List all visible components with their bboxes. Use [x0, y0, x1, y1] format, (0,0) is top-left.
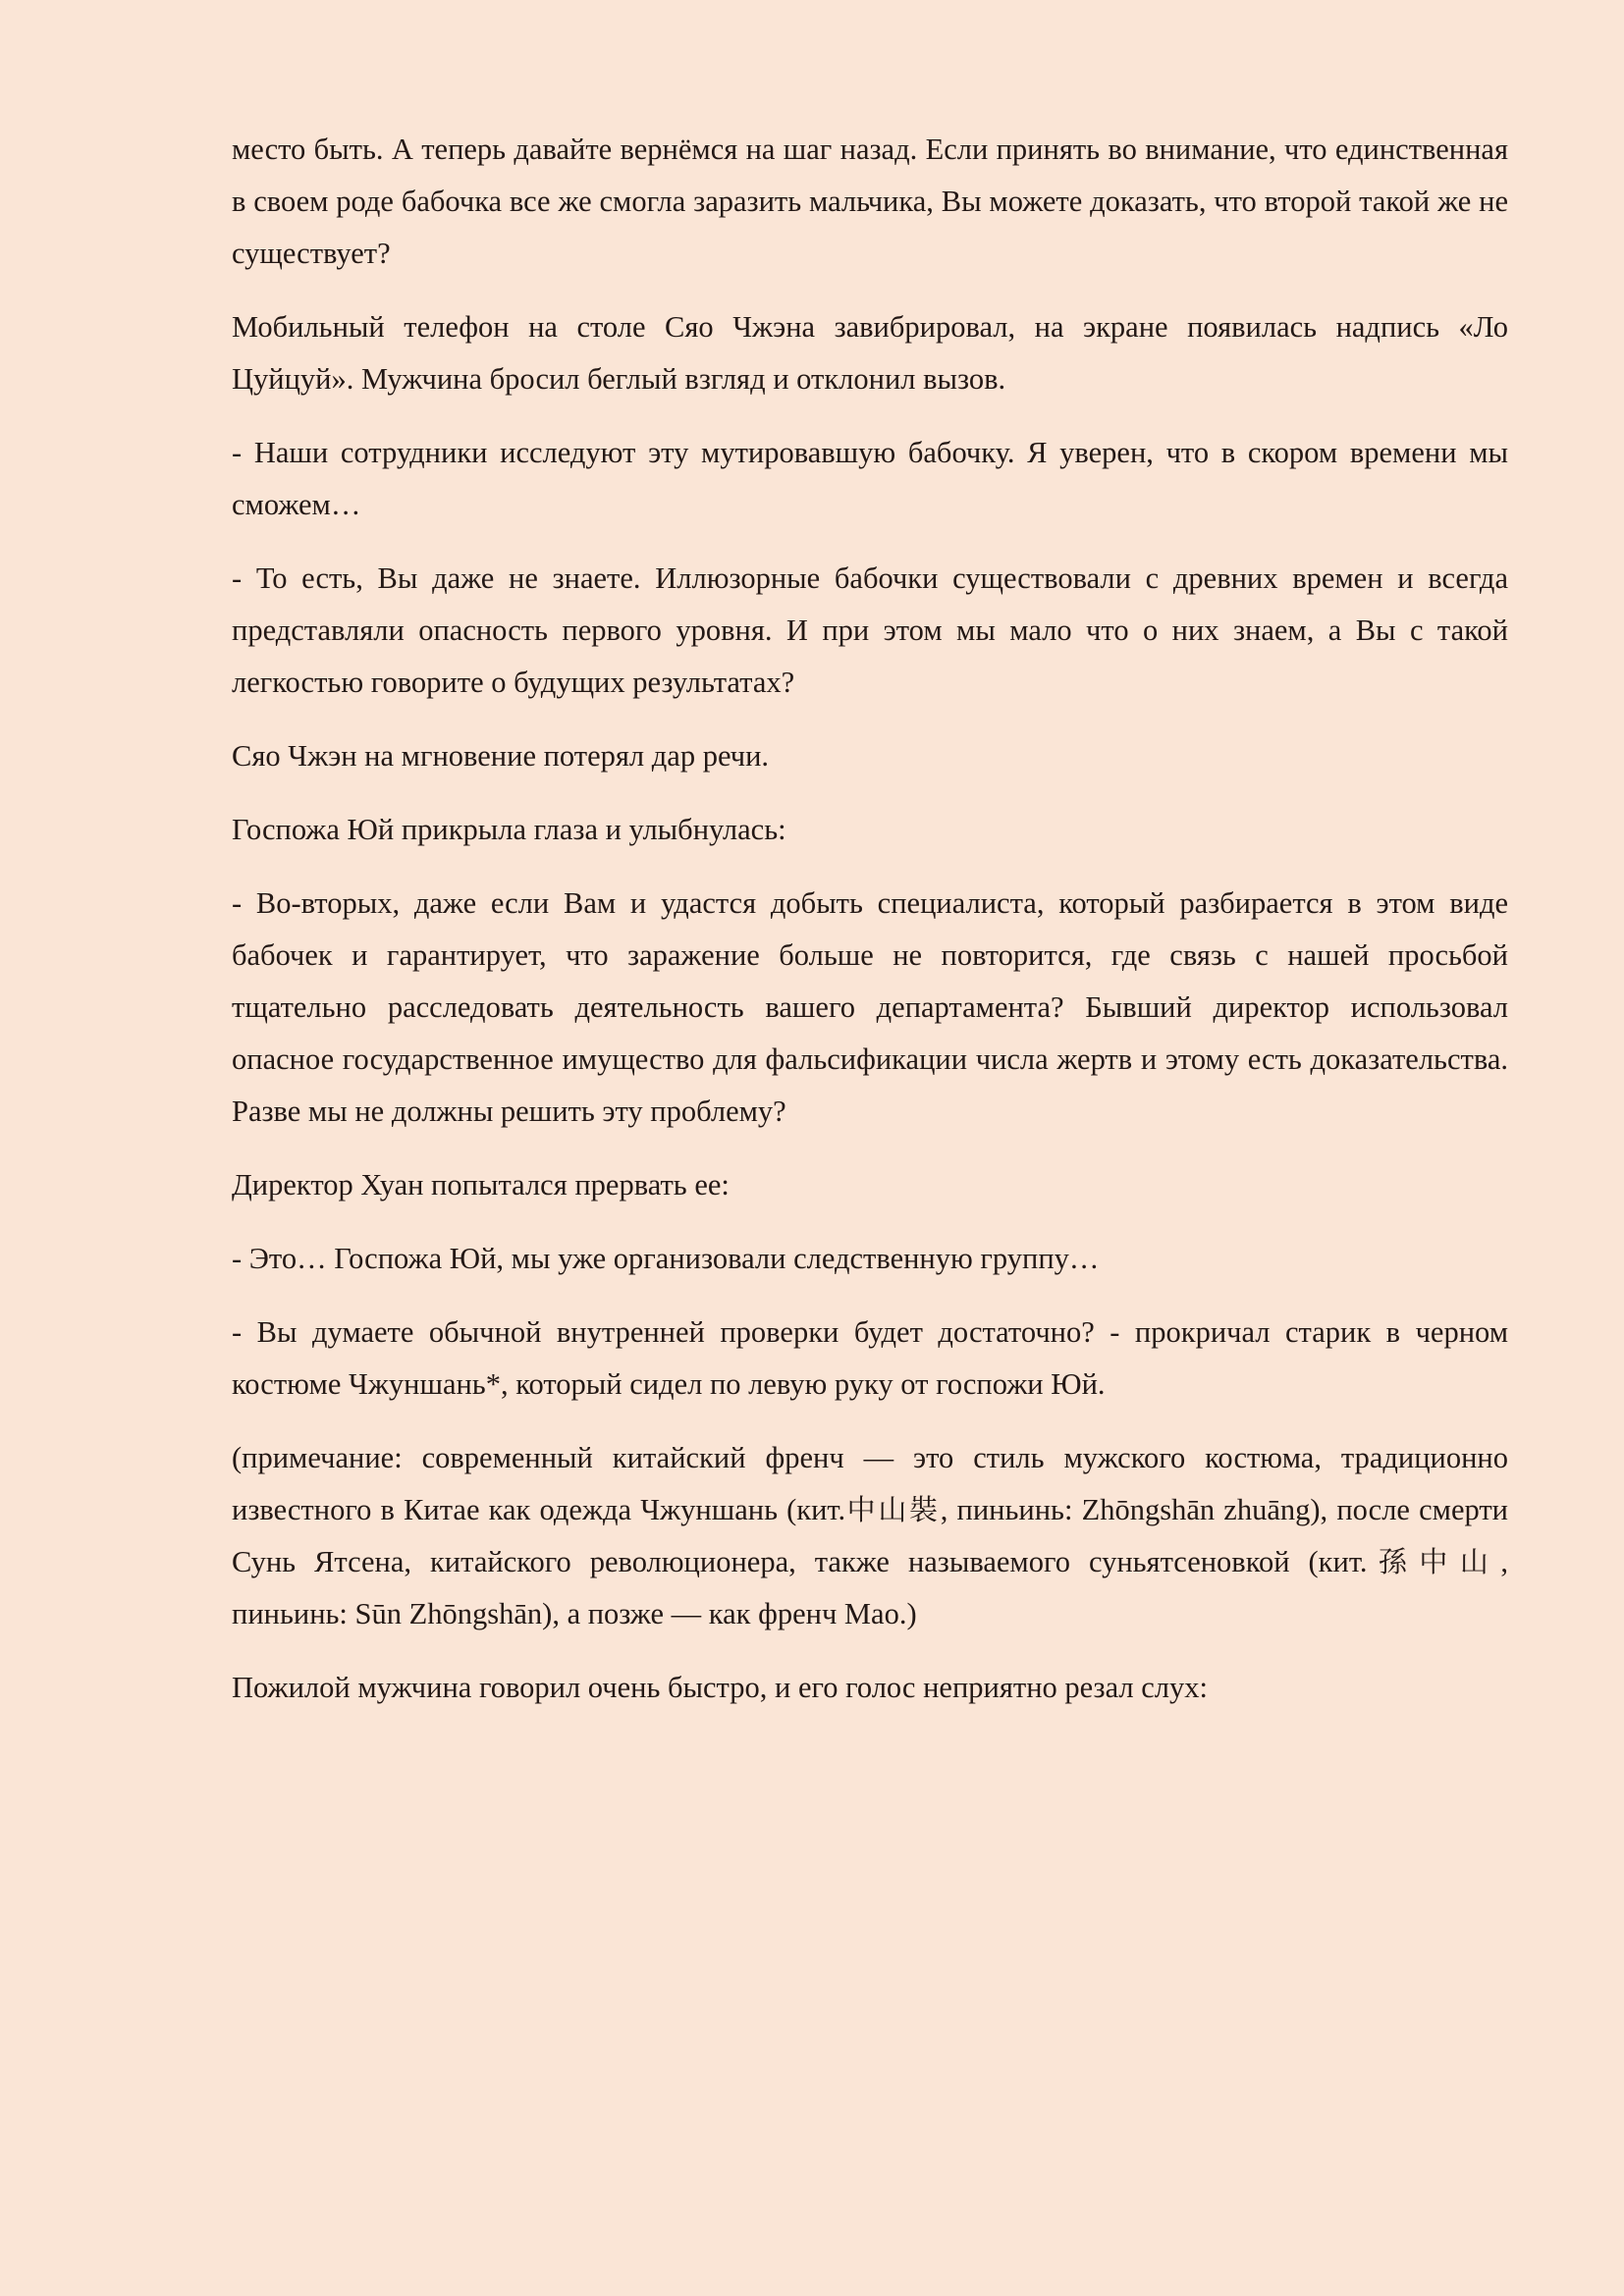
paragraph-3-dialogue: - Наши сотрудники исследуют эту мутировавшую бабочку. Я уверен, что в скором времени мы сможем…: [232, 436, 1508, 521]
paragraph-1: место быть. А теперь давайте вернёмся на шаг назад. Если принять во внимание, что единственная в своем роде бабочка все же смогла заразить мальчика, Вы можете доказать, что второй такой же не существует?: [232, 133, 1508, 270]
paragraph-4-dialogue: - То есть, Вы даже не знаете. Иллюзорные бабочки существовали с древних времен и всегда представляли опасность первого уровня. И при этом мы мало что о них знаем, а Вы с такой легкостью говорите о будущих результатах?: [232, 561, 1508, 699]
paragraph-7-dialogue: - Во-вторых, даже если Вам и удастся добыть специалиста, который разбирается в этом виде бабочек и гарантирует, что заражение больше не повторится, где связь с нашей просьбой тщательно расследовать деятельность вашего департамента? Бывший директор использовал опасное государственное имущество для фальсификации числа жертв и этому есть доказательства. Разве мы не должны решить эту проблему?: [232, 886, 1508, 1128]
paragraph-11-translator-note: (примечание: современный китайский френч — это стиль мужского костюма, традиционно известного в Китае как одежда Чжуншань (кит.中山裝, пиньинь: Zhōngshān zhuāng), после смерти Сунь Ятсена, китайского революционера, также называемого суньятсеновкой (кит.孫中山, пиньинь: Sūn Zhōngshān), а позже — как френч Mao.): [232, 1441, 1509, 1630]
pinyin-romanization: Zhōngshān zhuāng: [1081, 1493, 1311, 1526]
paragraph-6: Госпожа Юй прикрыла глаза и улыбнулась:: [232, 813, 786, 846]
paragraph-10-dialogue: - Вы думаете обычной внутренней проверки будет достаточно? - прокричал старик в черном костюме Чжуншань*, который сидел по левую руку от госпожи Юй.: [232, 1315, 1508, 1401]
chinese-characters: 中山裝: [845, 1493, 941, 1526]
paragraph-9-dialogue: - Это… Госпожа Юй, мы уже организовали следственную группу…: [232, 1242, 1100, 1275]
text-column: [232, 124, 1508, 1714]
chinese-characters: 孫中山: [1367, 1545, 1501, 1578]
paragraph-2: Мобильный телефон на столе Сяо Чжэна завибрировал, на экране появилась надпись «Ло Цуйцуй». Мужчина бросил беглый взгляд и отклонил вызов.: [232, 310, 1508, 396]
paragraph-5: Сяо Чжэн на мгновение потерял дар речи.: [232, 739, 770, 773]
paragraph-8: Директор Хуан попытался прервать ее:: [232, 1168, 730, 1201]
paragraph-12: Пожилой мужчина говорил очень быстро, и его голос неприятно резал слух:: [232, 1671, 1208, 1704]
pinyin-romanization: Sūn Zhōngshān: [354, 1597, 543, 1630]
